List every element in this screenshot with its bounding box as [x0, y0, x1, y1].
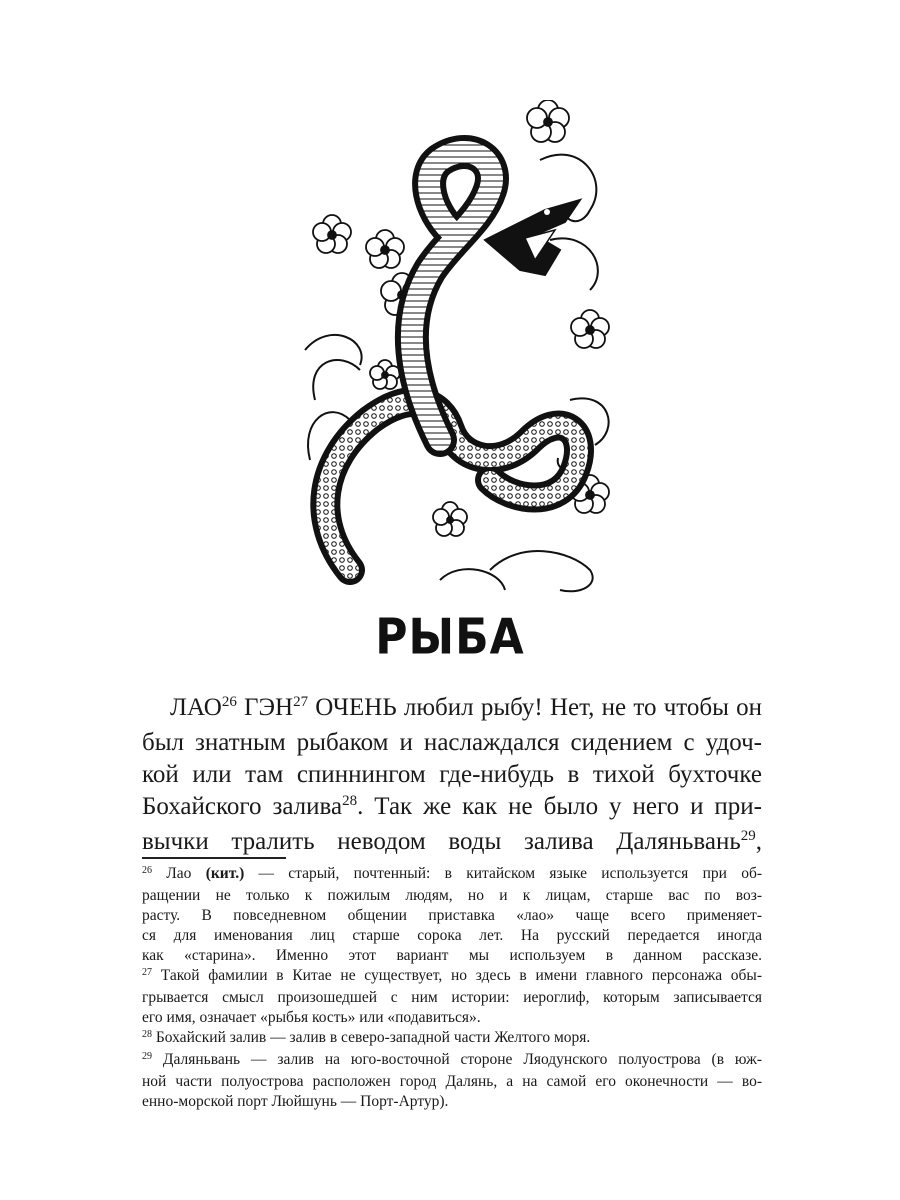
body-line: был знатным рыбаком и наслаждался сидением с удоч-	[142, 729, 762, 756]
snake-with-flowers-icon	[290, 100, 620, 600]
footnote-number: 26	[142, 865, 152, 876]
footnotes	[142, 864, 762, 1112]
footnote-line: енно-морской порт Люйшунь — Порт-Артур).	[142, 1093, 449, 1110]
footnote-29: $^{29}$ Даляньвань — залив на юго-восточной стороне Ляодунского полуострова (в юж-	[142, 1051, 763, 1068]
body-paragraph	[142, 692, 762, 861]
chapter-title: РЫБА	[375, 608, 525, 667]
footnote-line: как «старина». Именно этот вариант мы используем в данном рассказе.	[142, 947, 762, 964]
footnote-ref[interactable]: 27	[293, 694, 309, 710]
footnote-line: ращении не только к пожилым людям, но и к лицам, старше вас по воз-	[142, 887, 762, 904]
footnote-separator	[142, 857, 286, 859]
footnote-line: ной части полуострова расположен город Далянь, а на самой его оконечности — во-	[142, 1073, 762, 1090]
footnote-26: $^{26}$ Лао (кит.) — старый, почтенный: в китайском языке используется при об-	[142, 865, 763, 882]
footnote-line: расту. В повседневном общении приставка «лао» чаще всего применяет-	[142, 907, 762, 924]
footnote-number: 28	[142, 1029, 152, 1040]
footnote-27: $^{27}$ Такой фамилии в Китае не существует, но здесь в имени главного персонажа обы-	[142, 967, 763, 984]
footnote-line: грывается смысл произошедшей с ним истории: иероглиф, которым записывается	[142, 989, 762, 1006]
footnote-ref[interactable]: 28	[342, 793, 358, 809]
body-line: кой или там спиннингом где-нибудь в тихой бухточке	[142, 761, 762, 788]
body-line: вычки тралить неводом воды залива Даляньвань$^{29}$,	[142, 828, 762, 855]
body-line: ЛАО$^{26}$ ГЭН$^{27}$ ОЧЕНЬ любил рыбу! Нет, не то чтобы он	[170, 694, 762, 721]
footnote-28: $^{28}$ Бохайский залив — залив в северо-западной части Желтого моря.	[142, 1029, 591, 1046]
footnote-line: ся для именования лиц старше сорока лет. На русский передается иногда	[142, 927, 762, 944]
body-line: Бохайского залива$^{28}$. Так же как не было у него и при-	[142, 793, 762, 820]
footnote-line: его имя, означает «рыбья кость» или «подавиться».	[142, 1009, 481, 1026]
footnote-number: 29	[142, 1051, 152, 1062]
footnote-number: 27	[142, 967, 152, 978]
footnote-ref[interactable]: 26	[221, 694, 237, 710]
snake-illustration	[290, 100, 620, 600]
footnote-ref[interactable]: 29	[740, 828, 756, 844]
